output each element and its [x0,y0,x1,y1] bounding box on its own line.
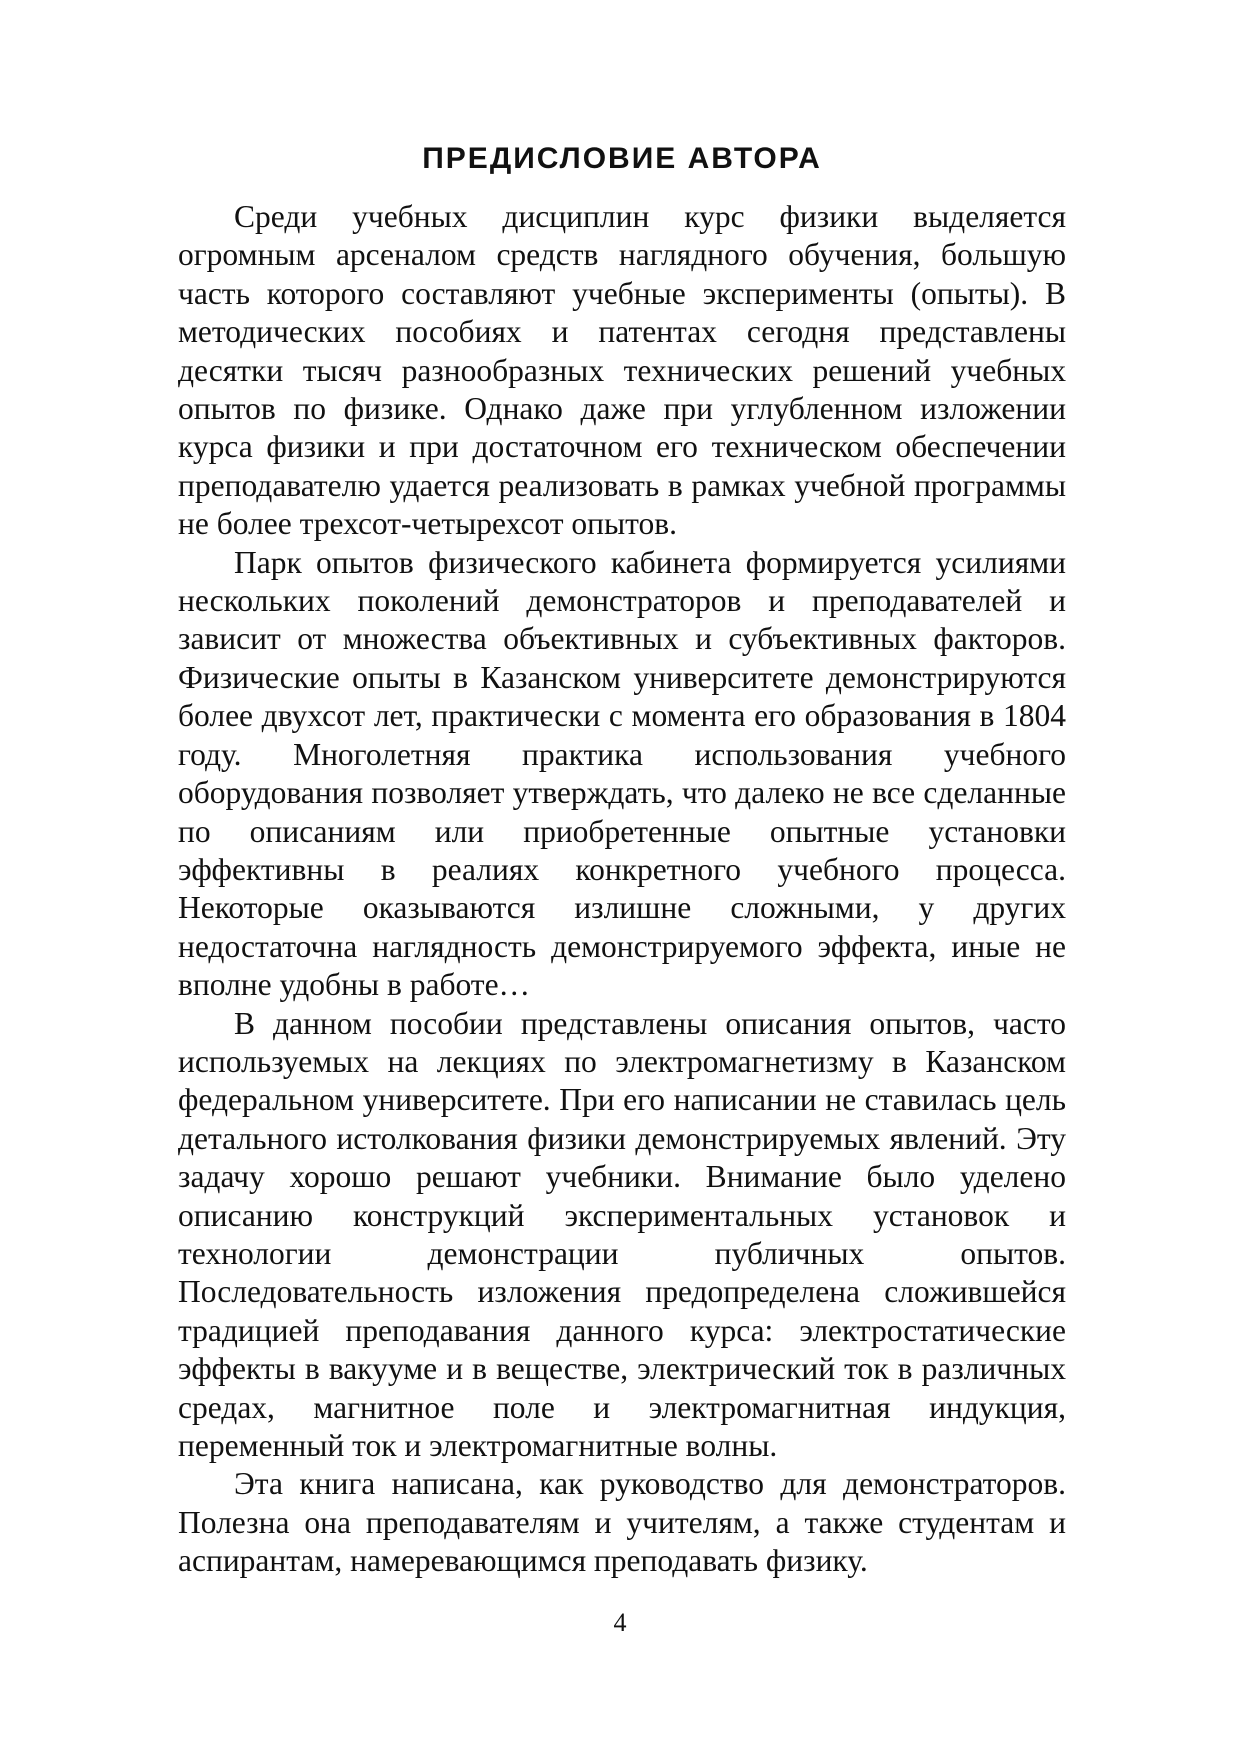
page-content [178,140,1066,1581]
paragraph: Среди учебных дисциплин курс физики выделяется огромным арсеналом средств наглядного обучения, большую часть которого составляют учебные эксперименты (опыты). В методических пособиях и патентах сегодня представлены десятки тысяч разнообразных технических решений учебных опытов по физике. Однако даже при углубленном изложении курса физики и при достаточном его техническом обеспечении преподавателю удается реализовать в рамках учебной программы не более трехсот-четырехсот опытов. [178,199,1066,542]
paragraph: В данном пособии представлены описания опытов, часто используемых на лекциях по электромагнетизму в Казанском федеральном университете. При его написании не ставилась цель детального истолкования физики демонстрируемых явлений. Эту задачу хорошо решают учебники. Внимание было уделено описанию конструкций экспериментальных установок и технологии демонстрации публичных опытов. Последовательность изложения предопределена сложившейся традицией преподавания данного курса: электростатические эффекты в вакууме и в веществе, электрический ток в различных средах, магнитное поле и электромагнитная индукция, переменный ток и электромагнитные волны. [178,1005,1066,1463]
page-title: ПРЕДИСЛОВИЕ АВТОРА [422,142,822,175]
paragraph: Эта книга написана, как руководство для демонстраторов. Полезна она преподавателям и учителям, а также студентам и аспирантам, намеревающимся преподавать физику. [178,1466,1066,1579]
body-text [178,198,1066,1581]
paragraph: Парк опытов физического кабинета формируется усилиями нескольких поколений демонстраторов и преподавателей и зависит от множества объективных и субъективных факторов. Физические опыты в Казанском университете демонстрируются более двухсот лет, практически с момента его образования в 1804 году. Многолетняя практика использования учебного оборудования позволяет утверждать, что далеко не все сделанные по описаниям или приобретенные опытные установки эффективны в реалиях конкретного учебного процесса. Некоторые оказываются излишне сложными, у других недостаточна наглядность демонстрируемого эффекта, иные не вполне удобны в работе… [178,544,1066,1003]
page-number: 4 [613,1608,627,1637]
